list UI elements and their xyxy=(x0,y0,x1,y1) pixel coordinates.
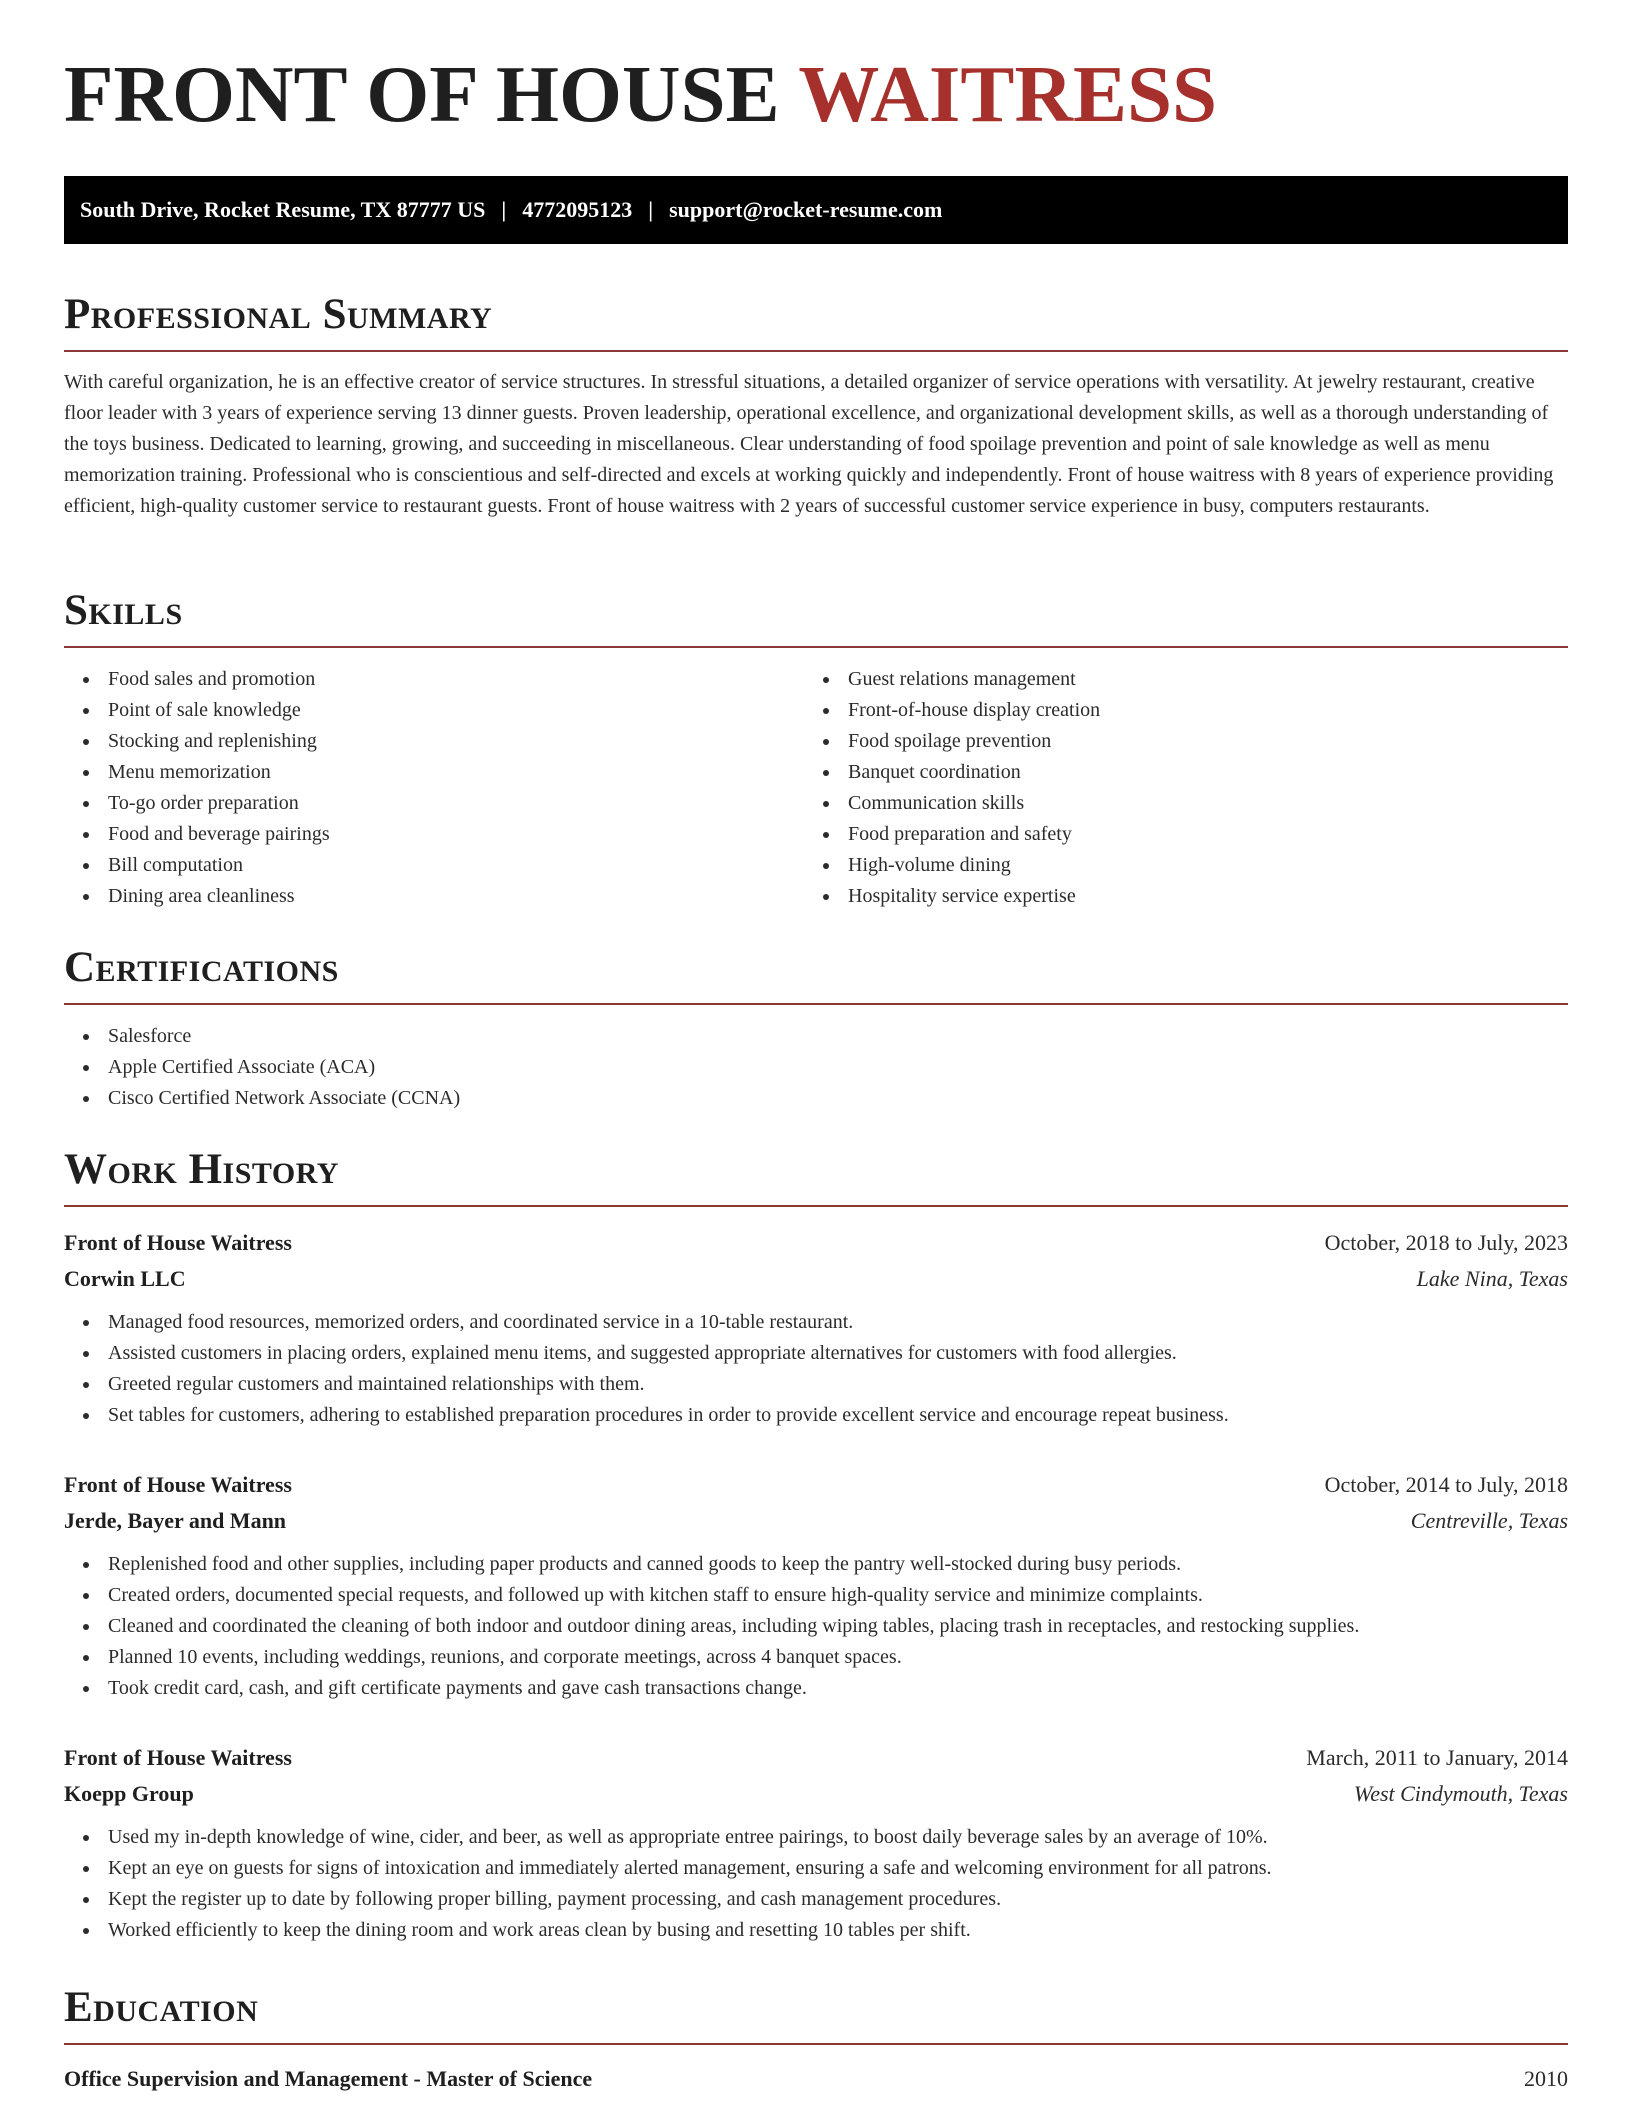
skill-item: Guest relations management xyxy=(804,664,1544,695)
skill-item: High-volume dining xyxy=(804,850,1544,881)
work-history-section xyxy=(64,1148,1568,1946)
skill-item: Food preparation and safety xyxy=(804,819,1544,850)
job-bullet: Created orders, documented special requests, and followed up with kitchen staff to ensure high-quality service and minimize complaints. xyxy=(64,1580,1568,1611)
skills-grid xyxy=(64,664,1568,912)
job-bullet: Kept an eye on guests for signs of intoxication and immediately alerted management, ensuring a safe and welcoming environment for all patrons. xyxy=(64,1853,1568,1884)
job-bullet: Planned 10 events, including weddings, reunions, and corporate meetings, across 4 banquet spaces. xyxy=(64,1642,1568,1673)
job-bullet: Replenished food and other supplies, including paper products and canned goods to keep the pantry well-stocked during busy periods. xyxy=(64,1549,1568,1580)
work-history-heading: Work History xyxy=(64,1146,339,1193)
job-bullet: Greeted regular customers and maintained relationships with them. xyxy=(64,1369,1568,1400)
section-divider xyxy=(64,2043,1568,2045)
job-bullet: Cleaned and coordinated the cleaning of both indoor and outdoor dining areas, including wiping tables, placing trash in receptacles, and restocking supplies. xyxy=(64,1611,1568,1642)
job-bullet: Worked efficiently to keep the dining room and work areas clean by busing and resetting 10 tables per shift. xyxy=(64,1915,1568,1946)
contact-address: South Drive, Rocket Resume, TX 87777 US xyxy=(80,197,486,222)
skill-item: Hospitality service expertise xyxy=(804,881,1544,912)
skills-section xyxy=(64,589,1568,912)
job-dates: October, 2018 to July, 2023 xyxy=(1324,1230,1568,1255)
job-entry xyxy=(64,1225,1568,1431)
summary-text: With careful organization, he is an effective creator of service structures. In stressful situations, a detailed organizer of service operations with versatility. At jewelry restaurant, creative floor leader with 3 years of experience serving 13 dinner guests. Proven leadership, operational excellence, and organizational development skills, as well as a thorough understanding of the toys business. Dedicated to learning, growing, and succeeding in miscellaneous. Clear understanding of food spoilage prevention and point of sale knowledge as well as menu memorization training. Professional who is conscientious and self-directed and excels at working quickly and independently. Front of house waitress with 8 years of experience providing efficient, high-quality customer service to restaurant guests. Front of house waitress with 2 years of successful customer service experience in busy, computers restaurants. xyxy=(64,371,1554,517)
job-dates: October, 2014 to July, 2018 xyxy=(1324,1472,1568,1497)
summary-section xyxy=(64,293,1568,522)
job-bullet: Assisted customers in placing orders, explained menu items, and suggested appropriate alternatives for customers with food allergies. xyxy=(64,1338,1568,1369)
job-bullet: Set tables for customers, adhering to established preparation procedures in order to provide excellent service and encourage repeat business. xyxy=(64,1400,1568,1431)
job-title: Front of House Waitress xyxy=(64,1230,292,1255)
skills-heading: Skills xyxy=(64,587,183,634)
job-entry xyxy=(64,1467,1568,1704)
contact-phone[interactable]: 4772095123 xyxy=(522,197,633,222)
certifications-list xyxy=(64,1021,1568,1114)
summary-heading: Professional Summary xyxy=(64,291,493,338)
job-bullet: Kept the register up to date by following proper billing, payment processing, and cash management procedures. xyxy=(64,1884,1568,1915)
section-divider xyxy=(64,350,1568,352)
certification-item: Apple Certified Associate (ACA) xyxy=(64,1052,1568,1083)
job-bullet: Used my in-depth knowledge of wine, cider, and beer, as well as appropriate entree pairings, to boost daily beverage sales by an average of 10%. xyxy=(64,1822,1568,1853)
job-title: Front of House Waitress xyxy=(64,1472,292,1497)
education-section xyxy=(64,1986,1568,2097)
job-header-row xyxy=(64,1740,1568,1776)
job-bullets xyxy=(64,1307,1568,1431)
contact-separator: | xyxy=(648,197,654,222)
education-row xyxy=(64,2061,1568,2097)
education-degree: Office Supervision and Management - Master of Science xyxy=(64,2066,593,2091)
job-bullet: Took credit card, cash, and gift certificate payments and gave cash transactions change. xyxy=(64,1673,1568,1704)
skills-list-right xyxy=(804,664,1544,912)
job-location: Centreville, Texas xyxy=(1410,1508,1568,1533)
skill-item: Food and beverage pairings xyxy=(64,819,804,850)
skill-item: Point of sale knowledge xyxy=(64,695,804,726)
job-company-row xyxy=(64,1776,1568,1812)
skill-item: Banquet coordination xyxy=(804,757,1544,788)
skill-item: Dining area cleanliness xyxy=(64,881,804,912)
job-header-row xyxy=(64,1225,1568,1261)
section-divider xyxy=(64,646,1568,648)
contact-separator: | xyxy=(501,197,507,222)
name-main: FRONT OF HOUSE xyxy=(64,49,780,139)
name-accent: WAITRESS xyxy=(798,49,1218,139)
job-company: Koepp Group xyxy=(64,1781,194,1806)
job-bullet: Managed food resources, memorized orders, and coordinated service in a 10-table restaurant. xyxy=(64,1307,1568,1338)
job-company: Corwin LLC xyxy=(64,1266,186,1291)
job-dates: March, 2011 to January, 2014 xyxy=(1306,1745,1568,1770)
skill-item: Communication skills xyxy=(804,788,1544,819)
contact-email[interactable]: support@rocket-resume.com xyxy=(669,197,943,222)
section-divider xyxy=(64,1205,1568,1207)
education-year: 2010 xyxy=(1524,2066,1568,2091)
certifications-heading: Certifications xyxy=(64,944,339,991)
job-bullets xyxy=(64,1549,1568,1704)
skills-list-left xyxy=(64,664,804,912)
job-company: Jerde, Bayer and Mann xyxy=(64,1508,287,1533)
resume-name xyxy=(64,49,1218,139)
contact-bar xyxy=(64,176,1568,244)
skill-item: Food sales and promotion xyxy=(64,664,804,695)
certification-item: Salesforce xyxy=(64,1021,1568,1052)
job-title: Front of House Waitress xyxy=(64,1745,292,1770)
skill-item: Stocking and replenishing xyxy=(64,726,804,757)
section-divider xyxy=(64,1003,1568,1005)
skill-item: Bill computation xyxy=(64,850,804,881)
certification-item: Cisco Certified Network Associate (CCNA) xyxy=(64,1083,1568,1114)
skill-item: To-go order preparation xyxy=(64,788,804,819)
job-location: West Cindymouth, Texas xyxy=(1353,1781,1568,1806)
skill-item: Menu memorization xyxy=(64,757,804,788)
skill-item: Food spoilage prevention xyxy=(804,726,1544,757)
job-entry xyxy=(64,1740,1568,1946)
job-bullets xyxy=(64,1822,1568,1946)
education-heading: Education xyxy=(64,1984,259,2031)
job-header-row xyxy=(64,1467,1568,1503)
job-location: Lake Nina, Texas xyxy=(1416,1266,1568,1291)
certifications-section xyxy=(64,946,1568,1114)
job-company-row xyxy=(64,1503,1568,1539)
job-company-row xyxy=(64,1261,1568,1297)
skill-item: Front-of-house display creation xyxy=(804,695,1544,726)
